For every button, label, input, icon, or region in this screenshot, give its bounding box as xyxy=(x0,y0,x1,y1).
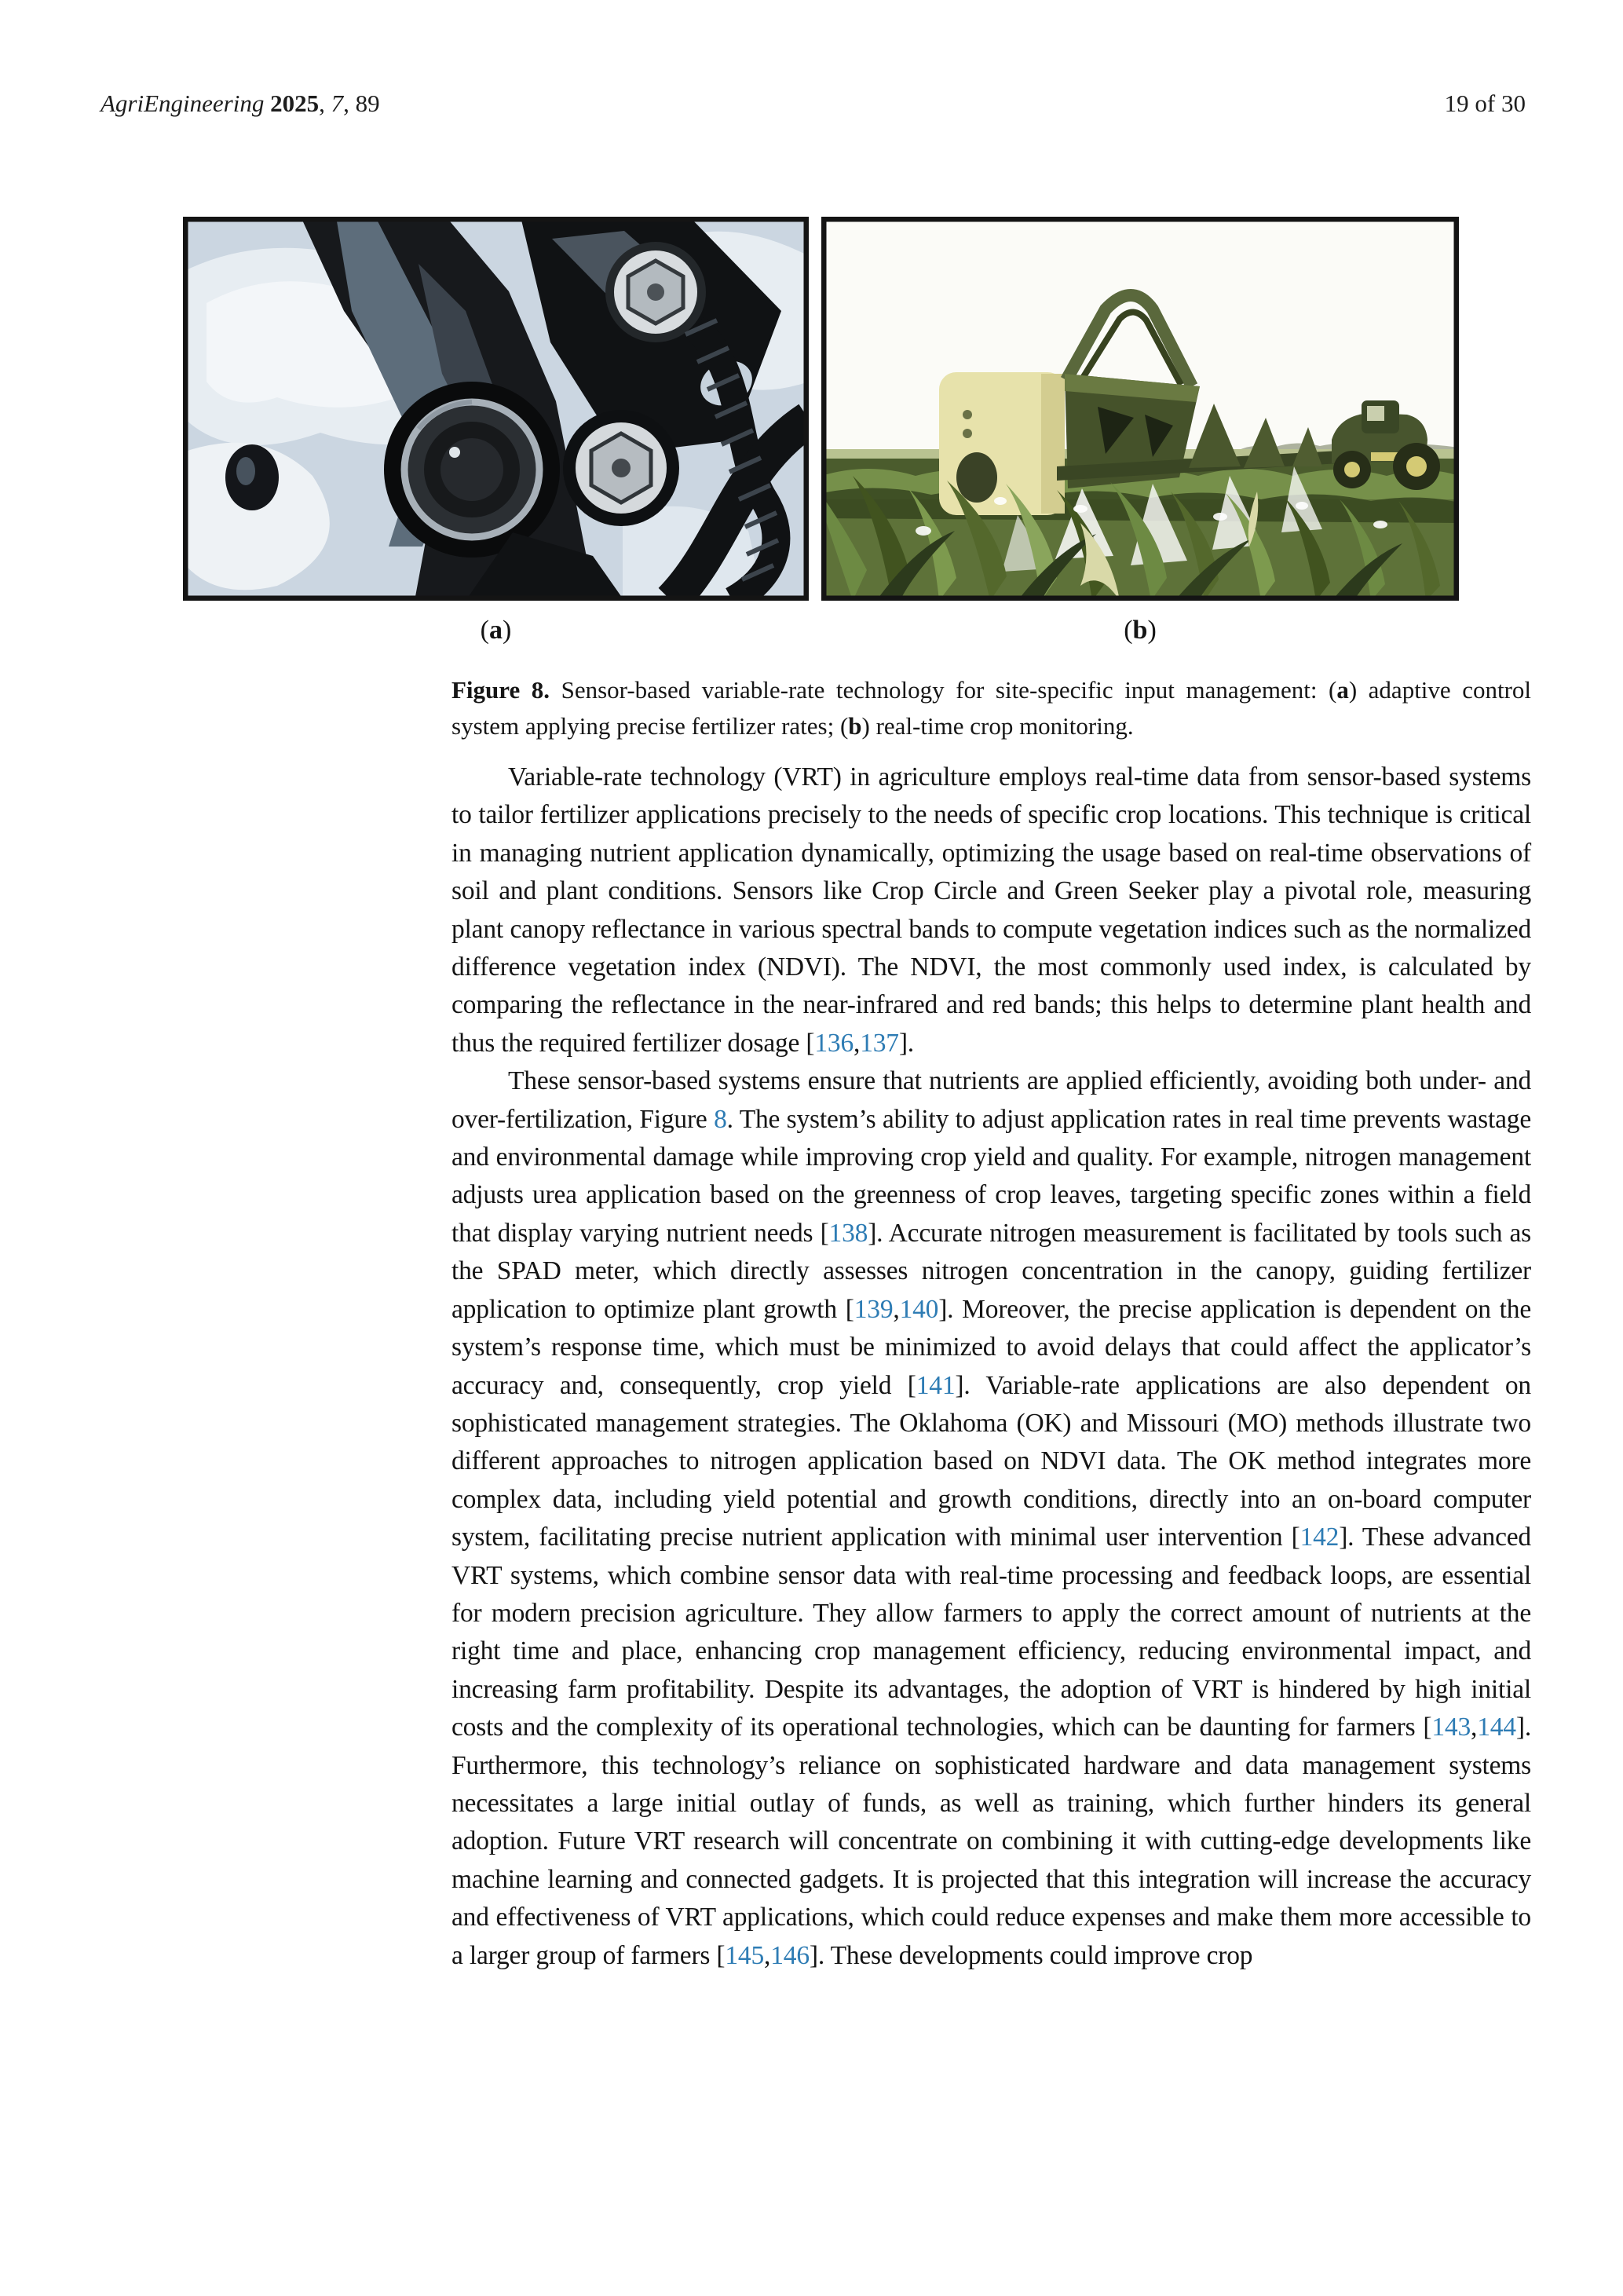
citation-link[interactable]: 139 xyxy=(854,1294,894,1324)
hex-bolt-top xyxy=(605,242,706,342)
bold-text: b xyxy=(848,711,862,740)
citation-link[interactable]: 8 xyxy=(714,1104,727,1134)
figure8-image-b xyxy=(821,217,1459,601)
bold-text: a xyxy=(1336,676,1349,704)
citation-link[interactable]: 145 xyxy=(725,1940,765,1970)
italic-text: AgriEngineering xyxy=(101,90,265,117)
citation-link[interactable]: 136 xyxy=(814,1028,854,1058)
citation-link[interactable]: 144 xyxy=(1477,1713,1516,1742)
citation-link[interactable]: 142 xyxy=(1299,1523,1340,1552)
citation-link[interactable]: 138 xyxy=(828,1218,868,1248)
figure8-caption: Figure 8. Sensor-based variable-rate technology for site-specific input management: (a) adaptive control system applying precise fertilizer rates; (b) real-time crop monitoring. xyxy=(451,676,1532,740)
figure8-label-a: (a) xyxy=(480,616,512,645)
paragraph-vrt-systems: These sensor-based systems ensure that nutrients are applied efficiently, avoiding both under- and over-fertilization, Figure 8. The system’s ability to adjust application rates in real time prevents wastage and environmental damage while improving crop yield and quality. For example, nitrogen management adjusts urea application based on the greenness of crop leaves, targeting specific zones within a field that display varying nutrient needs [138]. Accurate nitrogen measurement is facilitated by tools such as the SPAD meter, which directly assesses nitrogen concentration in the canopy, guiding fertilizer application to optimize plant growth [139,140]. Moreover, the precise application is dependent on the system’s response time, which must be minimized to avoid delays that could affect the applicator’s accuracy and, consequently, crop yield [141]. Variable-rate applications are also dependent on sophisticated management strategies. The Oklahoma (OK) and Missouri (MO) methods illustrate two different approaches to nitrogen application based on NDVI data. The OK method integrates more complex data, including yield potential and growth conditions, directly into an on-board computer system, facilitating precise nutrient application with minimal user intervention [142]. These advanced VRT systems, which combine sensor data with real-time processing and feedback loops, are essential for modern precision agriculture. They allow farmers to apply the correct amount of nutrients at the right time and place, enhancing crop management efficiency, reducing environmental impact, and increasing farm profitability. Despite its advantages, the adoption of VRT is hindered by high initial costs and the complexity of its operational technologies, which can be daunting for farmers [143,144]. Furthermore, this technology’s reliance on sophisticated hardware and data management systems necessitates a large initial outlay of funds, as well as training, which further hinders its general adoption. Future VRT research will concentrate on combining it with cutting-edge developments like machine learning and connected gadgets. It is projected that this integration will increase the accuracy and effectiveness of VRT applications, which could reduce expenses and make them more accessible to a larger group of farmers [145,146]. These developments could improve crop xyxy=(451,1066,1531,1970)
journal-citation: AgriEngineering 2025, 7, 89 xyxy=(101,90,380,117)
citation-link[interactable]: 140 xyxy=(899,1294,939,1324)
figure8-label-b: (b) xyxy=(1124,616,1157,645)
citation-link[interactable]: 137 xyxy=(860,1028,899,1058)
hex-bolt-center xyxy=(563,410,679,526)
body-text xyxy=(451,759,1531,1975)
crop-field-sprayer-illustration xyxy=(821,217,1459,601)
sensor-closeup-illustration xyxy=(183,217,809,601)
running-head xyxy=(101,88,1526,119)
citation-link[interactable]: 141 xyxy=(916,1370,956,1400)
page-number: 19 of 30 xyxy=(1444,90,1526,117)
citation-link[interactable]: 143 xyxy=(1431,1713,1471,1742)
paragraph-vrt-intro: Variable-rate technology (VRT) in agriculture employs real-time data from sensor-based systems to tailor fertilizer applications precisely to the needs of specific crop locations. This technique is critical in managing nutrient application dynamically, optimizing the usage based on real-time observations of soil and plant conditions. Sensors like Crop Circle and Green Seeker play a pivotal role, measuring plant canopy reflectance in various spectral bands to compute vegetation indices such as the normalized difference vegetation index (NDVI). The NDVI, the most commonly used index, is calculated by comparing the reflectance in the near-infrared and red bands; this helps to determine plant health and thus the required fertilizer dosage [136,137]. xyxy=(451,762,1531,1058)
italic-text: 7 xyxy=(331,90,344,117)
figure8-image-a xyxy=(183,217,809,601)
sensor-lens xyxy=(384,382,560,558)
bold-text: 2025 xyxy=(270,90,320,117)
citation-link[interactable]: 146 xyxy=(770,1940,810,1970)
bold-text: Figure 8. xyxy=(451,676,550,704)
